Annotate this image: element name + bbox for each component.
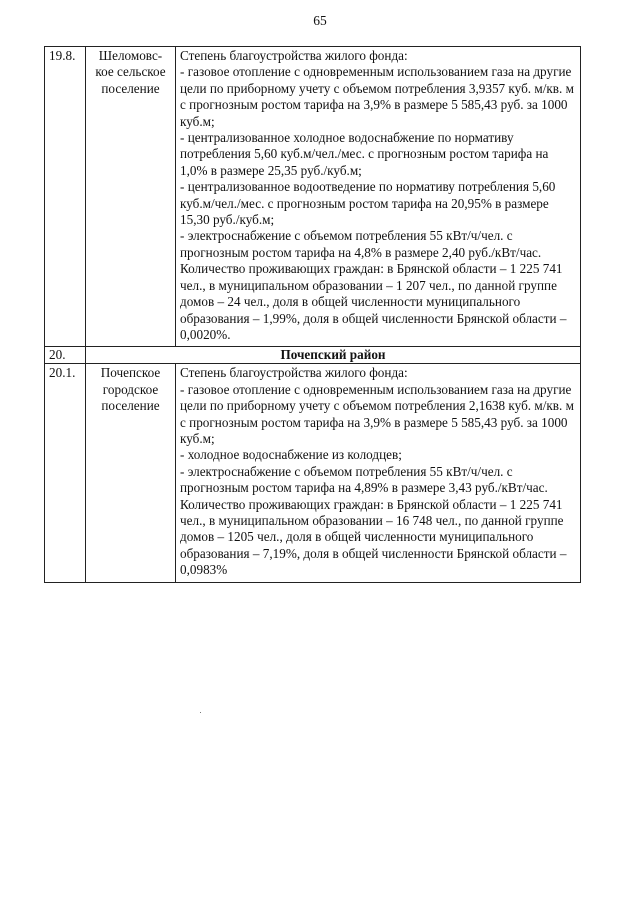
table-row-20-1: [45, 364, 581, 582]
settlement-name-line: Шеломовс-: [98, 48, 163, 63]
description-cell: [176, 47, 581, 347]
page-number: 65: [313, 13, 327, 28]
settlement-name-line: кое сельское: [95, 64, 166, 80]
description-paragraph: Степень благоустройства жилого фонда:: [180, 365, 408, 381]
settlement-name: [86, 364, 176, 582]
description-paragraph: - холодное водоснабжение из колодцев;: [180, 447, 402, 463]
row-number: 20.1.: [45, 364, 86, 582]
description-paragraph: - централизованное водоотведение по нормативу потребления 5,60 куб.м/чел./мес. с прогнозным ростом тарифа на 20,95% в размере 15,30 руб./куб.м;: [180, 179, 556, 228]
settlement-name-line: поселение: [101, 80, 160, 96]
section-number: 20.: [45, 347, 86, 364]
description-paragraph: - централизованное холодное водоснабжение по нормативу потребления 5,60 куб.м/чел./мес. с прогнозным ростом тарифа на 1,0% в размере 25,35 руб./куб.м;: [180, 130, 549, 178]
description-paragraph: - электроснабжение с объемом потребления 55 кВт/ч/чел. с прогнозным ростом тарифа на 4,89% в размере 3,43 руб./кВт/час.: [180, 463, 548, 496]
settlement-name: [86, 47, 176, 347]
description-paragraph: - электроснабжение с объемом потребления 55 кВт/ч/чел. с прогнозным ростом тарифа на 4,8% в размере 2,40 руб./кВт/час.: [180, 228, 542, 260]
description-paragraph: - газовое отопление с одновременным использованием газа на другие цели по приборному учету с объемом потребления 2,1638 куб. м/кв. м с прогнозным ростом тарифа на 3,9% в размере 5 585,43 руб. за 1000 куб.м;: [180, 381, 574, 446]
description-paragraph: - газовое отопление с одновременным использованием газа на другие цели по приборному учету с объемом потребления 3,9357 куб. м/кв. м с прогнозным ростом тарифа на 3,9% в размере 5 585,43 руб. за 1000 куб.м;: [180, 64, 574, 129]
settlement-name-line: поселение: [101, 398, 160, 414]
settlement-name-line: Почепское: [100, 365, 161, 381]
description-cell: [176, 364, 581, 582]
description-paragraph: Количество проживающих граждан: в Брянской области – 1 225 741 чел., в муниципальном образовании – 16 748 чел., по данной группе домов – 1205 чел., доля в общей численности муниципального образования – 7,19%, доля в общей численности Брянской области – 0,0983%: [180, 496, 567, 578]
scan-speck: [200, 712, 201, 713]
tariff-table: [44, 46, 581, 583]
row-number: 19.8.: [45, 47, 86, 347]
settlement-name-line: городское: [102, 381, 159, 397]
section-row-20: [45, 347, 581, 364]
table-row-19-8: [45, 47, 581, 347]
description-paragraph: Количество проживающих граждан: в Брянской области – 1 225 741 чел., в муниципальном образовании – 1 207 чел., по данной группе домов – 24 чел., доля в общей численности муниципального образования – 1,99%, доля в общей численности Брянской области – 0,0020%.: [180, 261, 567, 342]
section-title: Почепский район: [86, 347, 581, 364]
description-paragraph: Степень благоустройства жилого фонда:: [180, 48, 408, 63]
